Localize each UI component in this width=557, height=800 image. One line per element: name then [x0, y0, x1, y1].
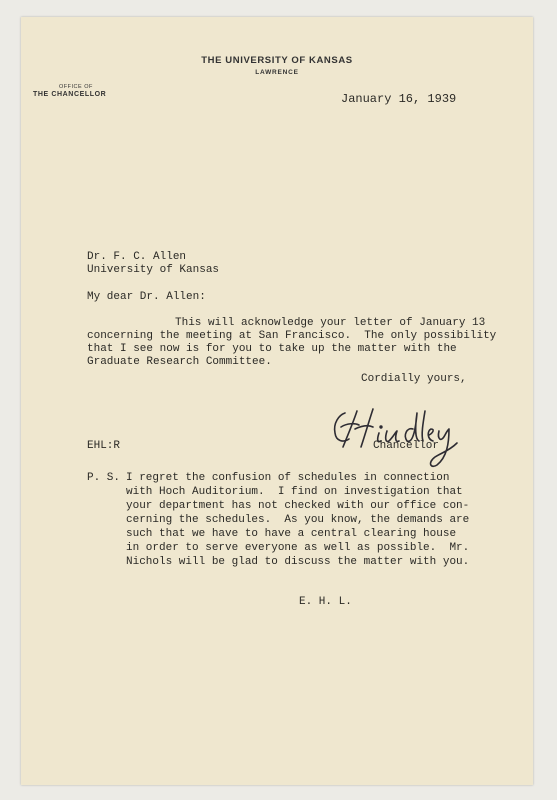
postscript-line: I regret the confusion of schedules in connection [126, 472, 450, 484]
postscript-label: P. S. [87, 472, 121, 484]
letterhead-office-name: THE CHANCELLOR [33, 91, 107, 98]
closing: Cordially yours, [361, 373, 467, 385]
body-line: Graduate Research Committee. [87, 356, 272, 368]
body-line: that I see now is for you to take up the matter with the [87, 343, 457, 355]
postscript-initials: E. H. L. [299, 596, 352, 608]
letterhead-university: THE UNIVERSITY OF KANSAS [201, 55, 353, 66]
recipient-institution: University of Kansas [87, 264, 220, 276]
reference-initials: EHL:R [87, 440, 121, 452]
body-line: concerning the meeting at San Francisco. The only possibility [87, 330, 497, 342]
salutation: My dear Dr. Allen: [87, 291, 206, 303]
letter-date: January 16, 1939 [341, 92, 457, 106]
signer-title: Chancellor [373, 440, 440, 452]
postscript-line: Nichols will be glad to discuss the matter with you. [126, 556, 470, 568]
postscript-line: cerning the schedules. As you know, the demands are [126, 514, 470, 526]
postscript-line: such that we have to have a central clearing house [126, 528, 457, 540]
letterhead-city: LAWRENCE [255, 69, 299, 76]
body-line: This will acknowledge your letter of January 13 [175, 317, 486, 329]
postscript-line: your department has not checked with our office con- [126, 500, 470, 512]
recipient-name: Dr. F. C. Allen [87, 251, 187, 263]
postscript-line: in order to serve everyone as well as possible. Mr. [126, 542, 470, 554]
handwritten-signature [311, 403, 461, 475]
postscript-line: with Hoch Auditorium. I find on investigation that [126, 486, 463, 498]
letterhead-office-label: OFFICE OF [59, 84, 93, 90]
letter-page [21, 17, 533, 785]
